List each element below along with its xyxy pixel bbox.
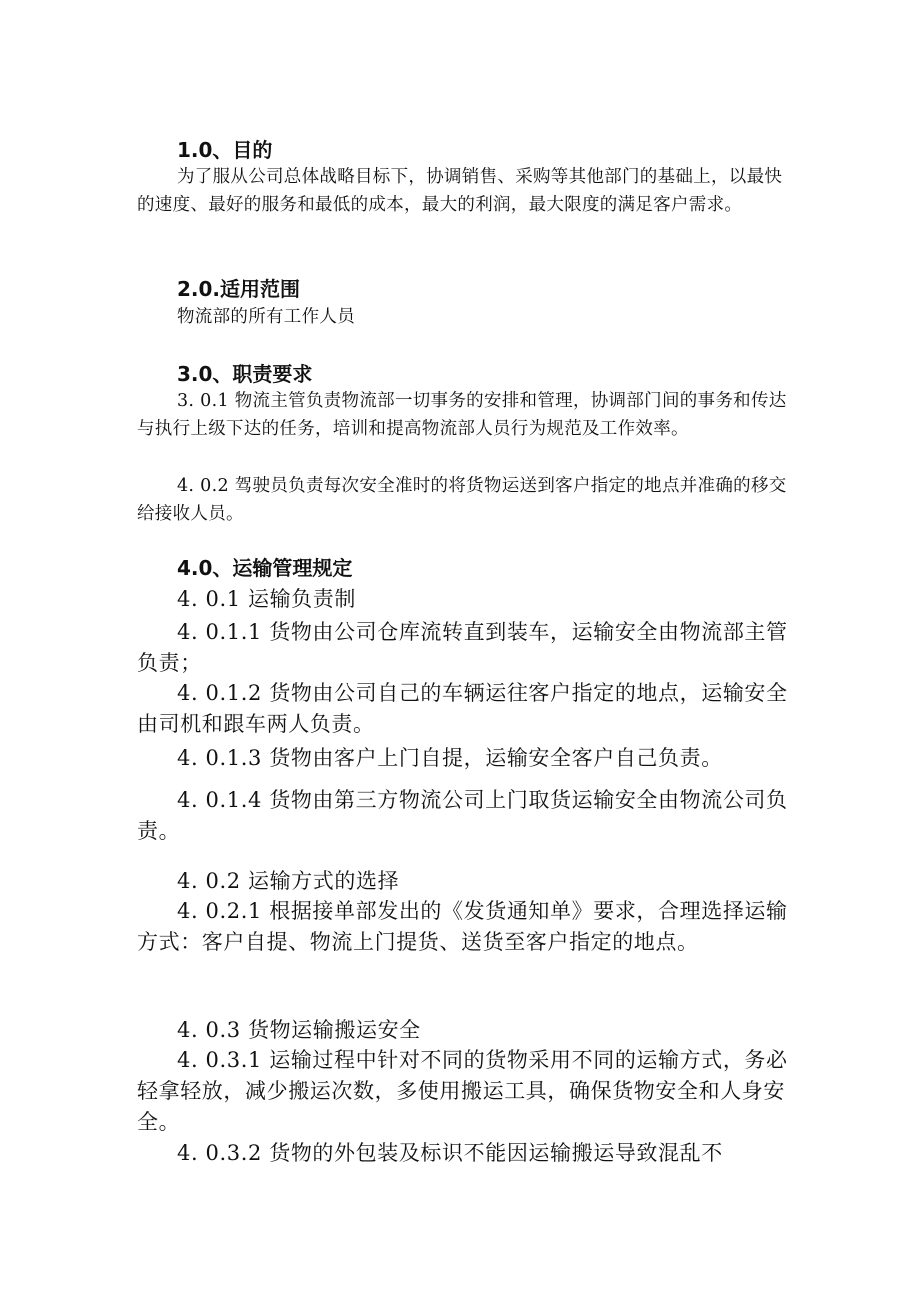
- paragraph-purpose: 为了服从公司总体战略目标下，协调销售、采购等其他部门的基础上，以最快的速度、最好的服务和最低的成本，最大的利润，最大限度的满足客户需求。: [137, 167, 783, 215]
- section-heading-purpose: 1.0、目的: [177, 138, 273, 162]
- paragraph-rule-4-0-1-2: 4. 0.1.2 货物由公司自己的车辆运往客户指定的地点，运输安全由司机和跟车两人负责。: [137, 681, 788, 736]
- paragraph-rule-4-0-2: 4. 0.2 运输方式的选择: [177, 869, 400, 893]
- paragraph-rule-4-0-1: 4. 0.1 运输负责制: [177, 587, 356, 611]
- paragraph-rule-4-0-3-2: 4. 0.3.2 货物的外包装及标识不能因运输搬运导致混乱不: [177, 1141, 723, 1165]
- paragraph-rule-4-0-1-4: 4. 0.1.4 货物由第三方物流公司上门取货运输安全由物流公司负责。: [137, 788, 788, 843]
- section-heading-scope: 2.0.适用范围: [177, 277, 301, 301]
- section-heading-duties: 3.0、职责要求: [177, 362, 313, 386]
- paragraph-rule-4-0-1-3: 4. 0.1.3 货物由客户上门自提，运输安全客户自己负责。: [177, 746, 723, 770]
- paragraph-rule-4-0-3: 4. 0.3 货物运输搬运安全: [177, 1018, 421, 1042]
- paragraph-scope: 物流部的所有工作人员: [177, 307, 355, 327]
- section-heading-transport-rules: 4.0、运输管理规定: [177, 556, 353, 580]
- paragraph-rule-4-0-3-1: 4. 0.3.1 运输过程中针对不同的货物采用不同的运输方式，务必轻拿轻放，减少搬运次数，多使用搬运工具，确保货物安全和人身安全。: [137, 1048, 788, 1134]
- paragraph-rule-4-0-2-1: 4. 0.2.1 根据接单部发出的《发货通知单》要求，合理选择运输方式：客户自提、物流上门提货、送货至客户指定的地点。: [137, 899, 788, 954]
- paragraph-duty-supervisor: 3. 0.1 物流主管负责物流部一切事务的安排和管理，协调部门间的事务和传达与执行上级下达的任务，培训和提高物流部人员行为规范及工作效率。: [137, 391, 787, 439]
- paragraph-duty-driver: 4. 0.2 驾驶员负责每次安全准时的将货物运送到客户指定的地点并准确的移交给接收人员。: [137, 476, 787, 524]
- paragraph-rule-4-0-1-1: 4. 0.1.1 货物由公司仓库流转直到装车，运输安全由物流部主管负责；: [137, 620, 788, 675]
